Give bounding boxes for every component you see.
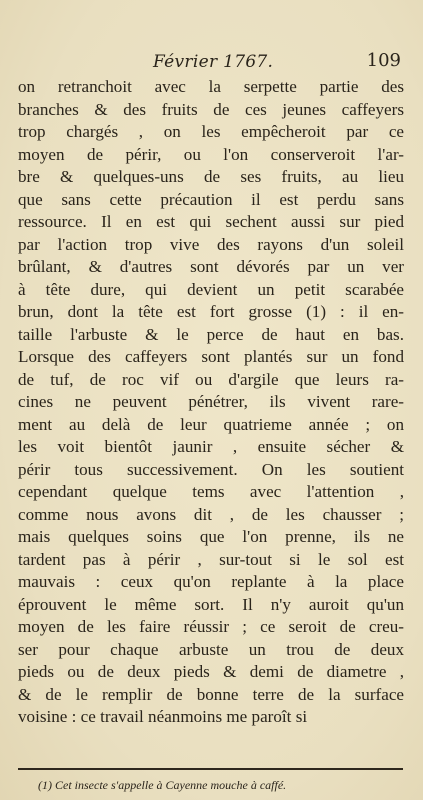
text-line: Lorsque des caffeyers sont plantés sur un fond bbox=[18, 347, 404, 366]
page-number: 109 bbox=[366, 50, 401, 71]
text-line: voisine : ce travail néanmoins me paroît si bbox=[18, 707, 308, 726]
text-line: de tuf, de roc vif ou d'argile que leurs ra- bbox=[18, 369, 404, 389]
text-line: moyen de périr, ou l'on conserveroit l'ar- bbox=[18, 144, 404, 164]
text-line: cines ne peuvent pénétrer, ils vivent rare- bbox=[18, 392, 404, 411]
text-line: tardent pas à périr , sur-tout si le sol est bbox=[18, 549, 404, 569]
footnote: (1) Cet insecte s'appelle à Cayenne mouche à caffé. bbox=[38, 778, 287, 792]
text-line: & de le remplir de bonne terre de la surface bbox=[18, 684, 404, 704]
text-line: brûlant, & d'autres sont dévorés par un ver bbox=[18, 257, 404, 276]
text-line: trop chargés , on les empêcheroit par ce bbox=[18, 122, 404, 141]
body-text bbox=[18, 76, 404, 729]
text-line: cependant quelque tems avec l'attention , bbox=[18, 482, 404, 501]
text-line: comme nous avons dit , de les chausser ; bbox=[18, 504, 404, 524]
text-line: ser pour chaque arbuste un trou de deux bbox=[18, 639, 404, 659]
text-line: périr tous successivement. On les soutient bbox=[18, 459, 404, 479]
text-line: mais quelques soins que l'on prenne, ils ne bbox=[18, 527, 404, 546]
running-title: Février 1767. bbox=[153, 52, 274, 72]
text-line: éprouvent le même sort. Il n'y auroit qu'un bbox=[18, 594, 404, 614]
text-line: branches & des fruits de ces jeunes caffeyers bbox=[18, 99, 404, 119]
text-line: mauvais : ceux qu'on replante à la place bbox=[18, 572, 404, 591]
text-line: taille l'arbuste & le perce de haut en bas. bbox=[18, 324, 404, 344]
page-header bbox=[18, 50, 403, 76]
text-line: les voit bientôt jaunir , ensuite sécher & bbox=[18, 437, 404, 456]
text-line: bre & quelques-uns de ses fruits, au lieu bbox=[18, 167, 404, 186]
text-line: à tête dure, qui devient un petit scarabée bbox=[18, 279, 404, 299]
text-line: que sans cette précaution il est perdu sans bbox=[18, 189, 404, 209]
footnote-rule bbox=[18, 768, 403, 770]
text-line: moyen de les faire réussir ; ce seroit de creu- bbox=[18, 617, 404, 636]
text-line: pieds ou de deux pieds & demi de diametre , bbox=[18, 662, 404, 681]
text-line: ressource. Il en est qui sechent aussi sur pied bbox=[18, 212, 404, 231]
text-line: brun, dont la tête est fort grosse (1) : il en- bbox=[18, 302, 404, 321]
text-line: on retranchoit avec la serpette partie des bbox=[18, 77, 404, 96]
text-line: ment au delà de leur quatrieme année ; on bbox=[18, 414, 404, 434]
text-line: par l'action trop vive des rayons d'un soleil bbox=[18, 234, 404, 254]
